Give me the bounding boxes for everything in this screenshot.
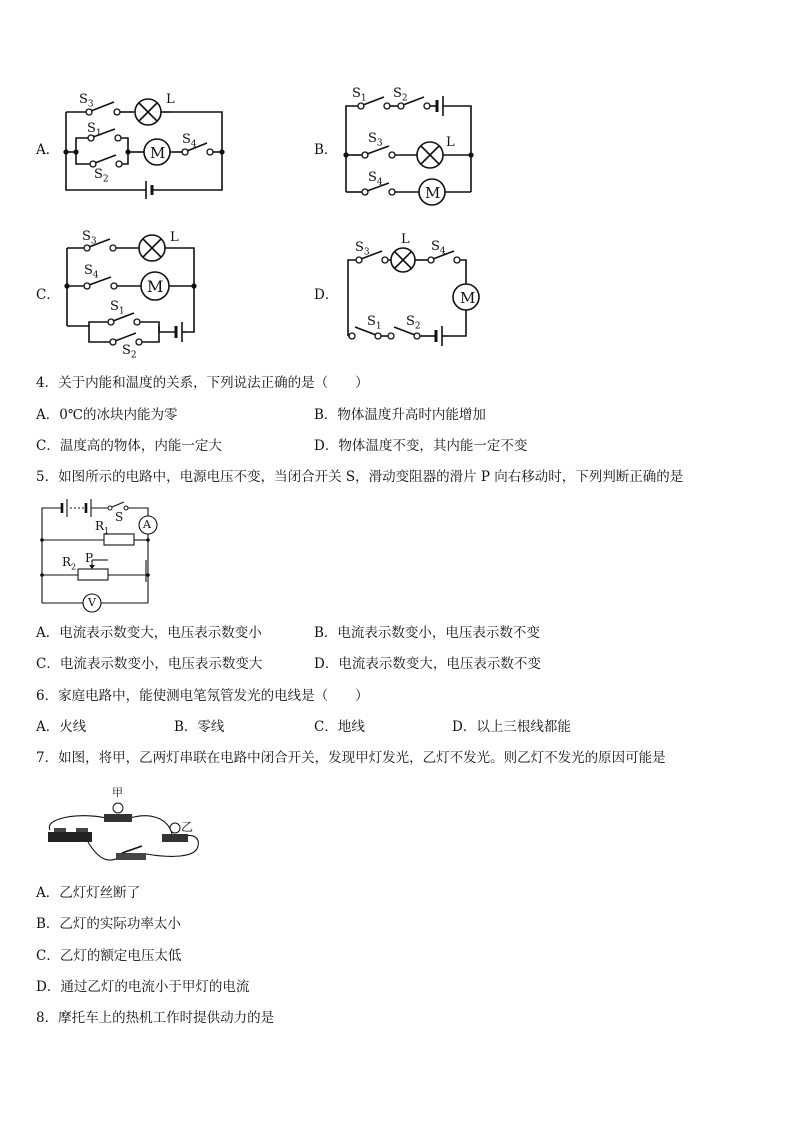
- q5-slider-label: P: [85, 551, 94, 565]
- q8-stem: 8．摩托车上的热机工作时提供动力的是: [36, 1010, 275, 1026]
- label-s2: $S_2$: [406, 314, 421, 332]
- option-a-label: A．: [36, 142, 60, 158]
- q4-stem: 4．关于内能和温度的关系，下列说法正确的是（ ）: [36, 375, 369, 391]
- q4-option-b: B．物体温度升高时内能增加: [314, 407, 486, 423]
- label-s1: $S_1$: [87, 121, 102, 139]
- q7-lamp-yi-label: 乙: [181, 820, 194, 834]
- motor-label: M: [425, 184, 441, 202]
- q7-option-c: C．乙灯的额定电压太低: [36, 948, 182, 964]
- motor-label: M: [150, 144, 166, 162]
- label-l: L: [401, 232, 410, 247]
- q5-stem: 5．如图所示的电路中，电源电压不变，当闭合开关 S，滑动变阻器的滑片 P 向右移动时，下列判断正确的是: [36, 469, 684, 485]
- label-s2: $S_2$: [94, 167, 109, 185]
- q5-option-c: C．电流表示数变小，电压表示数变大: [36, 656, 263, 672]
- q6-option-d: D．以上三根线都能: [452, 719, 571, 735]
- motor-label: M: [460, 289, 476, 307]
- label-s3: $S_3$: [355, 240, 370, 258]
- q7-option-d: D．通过乙灯的电流小于甲灯的电流: [36, 979, 250, 995]
- q5-ammeter-label: A: [143, 518, 151, 531]
- label-l: L: [166, 92, 175, 107]
- q6-stem: 6．家庭电路中，能使测电笔氖管发光的电线是（ ）: [36, 688, 369, 704]
- q4-option-a: A．0℃的冰块内能为零: [36, 407, 178, 423]
- label-s4: $S_4$: [431, 239, 446, 257]
- label-l: L: [446, 135, 455, 150]
- q5-option-b: B．电流表示数变小，电压表示数不变: [314, 625, 540, 641]
- label-s3: $S_3$: [368, 131, 383, 149]
- q6-option-a: A．火线: [36, 719, 87, 735]
- q5-switch-label: S: [115, 510, 124, 524]
- option-b-label: B．: [314, 142, 338, 158]
- option-c-label: C．: [36, 287, 60, 303]
- q7-option-a: A．乙灯灯丝断了: [36, 885, 141, 901]
- label-s3: $S_3$: [82, 229, 97, 247]
- q6-option-b: B．零线: [174, 719, 225, 735]
- q6-option-c: C．地线: [314, 719, 365, 735]
- q4-option-d: D．物体温度不变，其内能一定不变: [314, 438, 528, 454]
- label-s4: $S_4$: [368, 170, 383, 188]
- q7-stem: 7．如图，将甲，乙两灯串联在电路中闭合开关，发现甲灯发光，乙灯不发光。则乙灯不发光的原因可能是: [36, 750, 666, 766]
- option-d-label: D．: [314, 287, 339, 303]
- label-s1: $S_1$: [352, 86, 367, 104]
- label-s1: $S_1$: [110, 299, 125, 317]
- q5-option-a: A．电流表示数变大，电压表示数变小: [36, 625, 262, 641]
- q5-r1-label: $R_1$: [95, 519, 110, 536]
- q7-option-b: B．乙灯的实际功率太小: [36, 916, 181, 932]
- label-s4: $S_4$: [84, 263, 99, 281]
- label-s3: $S_3$: [79, 92, 94, 110]
- label-s2: $S_2$: [122, 343, 137, 361]
- label-s2: $S_2$: [393, 86, 408, 104]
- q5-option-d: D．电流表示数变大，电压表示数不变: [314, 656, 541, 672]
- label-l: L: [170, 230, 179, 245]
- label-s4: $S_4$: [182, 132, 197, 150]
- label-s1: $S_1$: [367, 314, 382, 332]
- motor-label: M: [147, 277, 164, 296]
- q4-option-c: C．温度高的物体，内能一定大: [36, 438, 222, 454]
- q7-lamp-jia-label: 甲: [112, 786, 123, 799]
- q5-voltmeter-label: V: [88, 596, 96, 609]
- q5-r2-label: $R_2$: [62, 555, 77, 572]
